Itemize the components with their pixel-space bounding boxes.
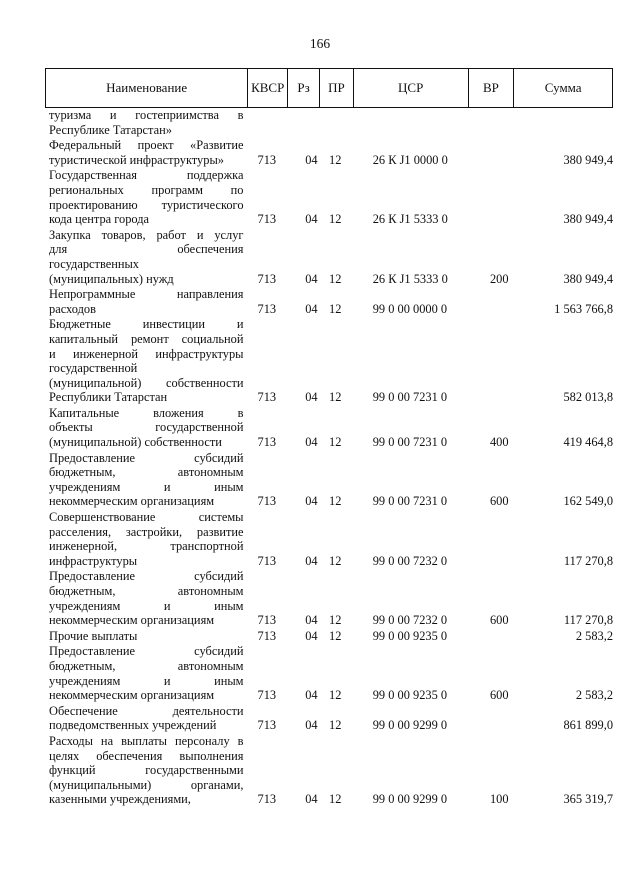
cell-csr: 99 0 00 7231 0 (372, 435, 448, 450)
cell-kvsr: 713 (257, 301, 277, 316)
table-row (45, 108, 613, 137)
row-name (45, 451, 244, 509)
cell-kvsr: 713 (257, 718, 277, 733)
row-name-line: учреждениям и иным (49, 673, 244, 688)
row-name-line: капитальный ремонт социальной (49, 331, 244, 346)
cell-rz: 04 (305, 553, 318, 568)
cell-csr: 99 0 00 7232 0 (372, 553, 448, 568)
row-name (45, 406, 244, 450)
header-name: Наименование (46, 69, 248, 107)
table-row (45, 406, 613, 450)
cell-sum: 419 464,8 (563, 435, 614, 450)
cell-rz: 04 (305, 301, 318, 316)
row-name-line: некоммерческим организациям (49, 494, 215, 509)
cell-pr: 12 (329, 494, 342, 509)
cell-rz: 04 (305, 688, 318, 703)
cell-vr: 200 (489, 271, 509, 286)
cell-rz: 04 (305, 271, 318, 286)
row-name-line: Бюджетные инвестиции и (49, 317, 244, 332)
cell-pr: 12 (329, 212, 342, 227)
row-name-line: Закупка товаров, работ и услуг (49, 227, 244, 242)
cell-rz: 04 (305, 628, 318, 643)
row-name-line: некоммерческим организациям (49, 613, 215, 628)
row-name-line: Капитальные вложения в (49, 405, 244, 420)
row-name-line: расходов (49, 301, 96, 316)
cell-sum: 861 899,0 (563, 718, 614, 733)
row-name-line: инфраструктуры (49, 553, 138, 568)
row-name-line: для обеспечения (49, 242, 244, 257)
row-name-line: Совершенствование системы (49, 510, 244, 525)
cell-rz: 04 (305, 212, 318, 227)
table-row (45, 451, 613, 509)
row-name-line: расселения, застройки, развитие (49, 524, 244, 539)
cell-csr: 26 К J1 5333 0 (372, 212, 448, 227)
row-name-line: (муниципальной) собственности (49, 435, 222, 450)
cell-sum: 380 949,4 (563, 271, 614, 286)
cell-sum: 117 270,8 (563, 613, 614, 628)
row-name-line: туристической инфраструктуры» (49, 152, 224, 167)
cell-sum: 2 583,2 (575, 688, 614, 703)
cell-sum: 380 949,4 (563, 152, 614, 167)
row-name-line: подведомственных учреждений (49, 718, 217, 733)
cell-sum: 162 549,0 (563, 494, 614, 509)
table-row (45, 510, 613, 568)
cell-pr: 12 (329, 688, 342, 703)
cell-csr: 99 0 00 0000 0 (372, 301, 448, 316)
row-name-line: региональных программ по (49, 182, 244, 197)
cell-csr: 99 0 00 7231 0 (372, 390, 448, 405)
cell-pr: 12 (329, 718, 342, 733)
table-header (45, 68, 613, 108)
page-number: 166 (309, 36, 331, 51)
cell-kvsr: 713 (257, 271, 277, 286)
table-row (45, 704, 613, 733)
table-row (45, 228, 613, 286)
row-name-line: государственных (49, 256, 140, 271)
table-row (45, 168, 613, 226)
cell-kvsr: 713 (257, 688, 277, 703)
row-name-line: функций государственными (49, 763, 244, 778)
cell-pr: 12 (329, 390, 342, 405)
row-name-line: Расходы на выплаты персоналу в (49, 733, 244, 748)
cell-rz: 04 (305, 390, 318, 405)
cell-pr: 12 (329, 553, 342, 568)
cell-rz: 04 (305, 613, 318, 628)
cell-csr: 99 0 00 9235 0 (372, 628, 448, 643)
cell-csr: 26 К J1 0000 0 (372, 152, 448, 167)
row-name (45, 287, 244, 316)
cell-kvsr: 713 (257, 494, 277, 509)
row-name-line: бюджетным, автономным (49, 658, 244, 673)
cell-rz: 04 (305, 718, 318, 733)
row-name-line: кода центра города (49, 212, 150, 227)
row-name-line: инженерной, транспортной (49, 539, 244, 554)
header-sum: Сумма (544, 80, 582, 95)
row-name-line: Предоставление субсидий (49, 569, 244, 584)
row-name (45, 704, 244, 733)
cell-csr: 26 К J1 5333 0 (372, 271, 448, 286)
row-name (45, 569, 244, 627)
row-name-line: Непрограммные направления (49, 287, 244, 302)
cell-sum: 1 563 766,8 (554, 301, 614, 316)
cell-rz: 04 (305, 792, 318, 807)
cell-vr: 600 (489, 494, 509, 509)
row-name-line: (муниципальных) нужд (49, 271, 174, 286)
cell-kvsr: 713 (257, 435, 277, 450)
row-name-line: Обеспечение деятельности (49, 703, 244, 718)
table-row (45, 569, 613, 627)
cell-vr: 600 (489, 613, 509, 628)
row-name (45, 228, 244, 286)
cell-sum: 365 319,7 (563, 792, 614, 807)
row-name-line: (муниципальными) органами, (49, 777, 244, 792)
cell-kvsr: 713 (257, 553, 277, 568)
row-name-line: Государственная поддержка (49, 168, 244, 183)
cell-pr: 12 (329, 152, 342, 167)
row-name-line: целях обеспечения выполнения (49, 748, 244, 763)
cell-kvsr: 713 (257, 390, 277, 405)
row-name-line: некоммерческим организациям (49, 688, 215, 703)
cell-kvsr: 713 (257, 212, 277, 227)
table-row (45, 287, 613, 316)
row-name-line: учреждениям и иным (49, 598, 244, 613)
row-name-line: проектированию туристического (49, 197, 244, 212)
row-name-line: бюджетным, автономным (49, 584, 244, 598)
table-body (45, 108, 613, 808)
cell-rz: 04 (305, 435, 318, 450)
header-kvsr: КВСР (248, 69, 288, 107)
row-name (45, 644, 244, 702)
row-name-line: учреждениям и иным (49, 479, 244, 494)
cell-pr: 12 (329, 613, 342, 628)
cell-vr: 100 (489, 792, 509, 807)
cell-sum: 380 949,4 (563, 212, 614, 227)
cell-kvsr: 713 (257, 792, 277, 807)
cell-sum: 2 583,2 (575, 628, 614, 643)
cell-kvsr: 713 (257, 152, 277, 167)
cell-sum: 582 013,8 (563, 390, 614, 405)
cell-pr: 12 (329, 792, 342, 807)
row-name (45, 629, 244, 644)
cell-pr: 12 (329, 271, 342, 286)
cell-kvsr: 713 (257, 613, 277, 628)
row-name-line: Предоставление субсидий (49, 644, 244, 659)
row-name-line: (муниципальной) собственности (49, 375, 244, 390)
header-csr: ЦСР (354, 69, 469, 107)
cell-pr: 12 (329, 435, 342, 450)
row-name-line: государственной (49, 361, 138, 376)
cell-csr: 99 0 00 9299 0 (372, 792, 448, 807)
row-name-line: Предоставление субсидий (49, 450, 244, 465)
row-name-line: Республике Татарстан» (49, 122, 172, 137)
row-name (45, 168, 244, 226)
header-rz: Рз (288, 69, 320, 107)
header-vr: ВР (469, 69, 515, 107)
table-row (45, 734, 613, 807)
row-name-line: объекты государственной (49, 420, 244, 435)
cell-kvsr: 713 (257, 628, 277, 643)
row-name-line: Прочие выплаты (49, 628, 138, 643)
table-row (45, 317, 613, 405)
cell-sum: 117 270,8 (563, 553, 614, 568)
cell-rz: 04 (305, 152, 318, 167)
row-name-line: туризма и гостеприимства в (49, 108, 244, 122)
row-name-line: Федеральный проект «Развитие (49, 138, 244, 153)
row-name-line: казенными учреждениями, (49, 792, 191, 807)
cell-csr: 99 0 00 7232 0 (372, 613, 448, 628)
row-name (45, 510, 244, 568)
cell-vr: 400 (489, 435, 509, 450)
cell-vr: 600 (489, 688, 509, 703)
row-name-line: и инженерной инфраструктуры (49, 346, 244, 361)
table-row (45, 629, 613, 644)
row-name-line: бюджетным, автономным (49, 465, 244, 480)
cell-pr: 12 (329, 628, 342, 643)
table-row (45, 138, 613, 167)
row-name (45, 317, 244, 405)
cell-pr: 12 (329, 301, 342, 316)
cell-csr: 99 0 00 7231 0 (372, 494, 448, 509)
cell-csr: 99 0 00 9235 0 (372, 688, 448, 703)
header-pr: ПР (320, 69, 354, 107)
row-name-line: Республики Татарстан (49, 390, 168, 405)
cell-csr: 99 0 00 9299 0 (372, 718, 448, 733)
row-name (45, 138, 244, 167)
table-row (45, 644, 613, 702)
row-name (45, 108, 244, 137)
cell-rz: 04 (305, 494, 318, 509)
row-name (45, 734, 244, 807)
